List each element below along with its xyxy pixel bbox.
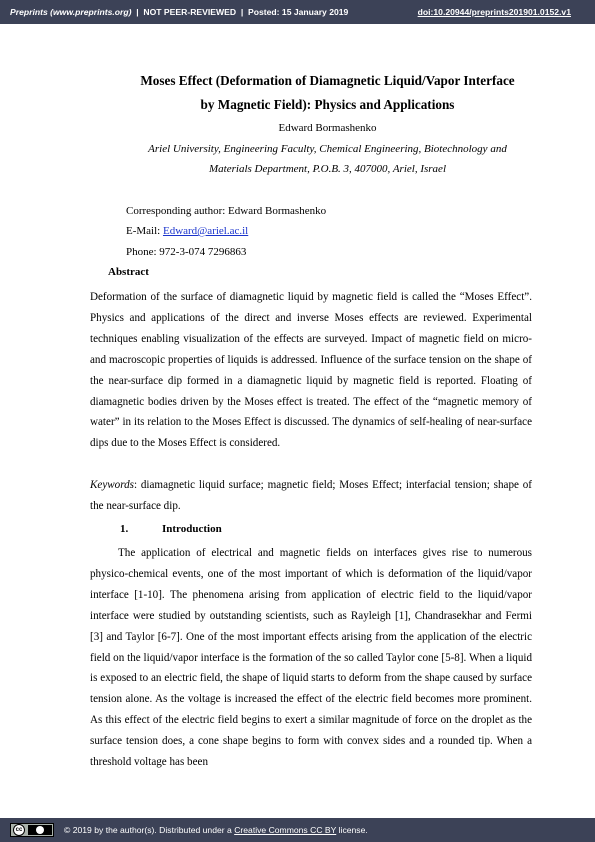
abstract-text: Deformation of the surface of diamagnetic liquid by magnetic field is called the “Moses Effect”. Physics and applications of the direct and inverse Moses effects are reviewed. Experimental techniques enabling visualization of the effects are surveyed. Impact of magnetic field on micro- and macroscopic properties of liquids is addressed. Influence of the surface tension on the shape of the near-surface dip formed in a diamagnetic liquid by magnetic field is reported. Floating of diamagnetic bodies driven by the Moses effect is treated. The effect of the “magnetic memory of water” in its relation to the Moses Effect is discussed. The dynamics of self-healing of near-surface dips due to the Moses Effect is considered. [90, 291, 532, 450]
cc-icon: cc [13, 824, 25, 836]
paper-title-line-1: Moses Effect (Deformation of Diamagnetic Liquid/Vapor Interface [140, 73, 515, 88]
abstract-heading: Abstract [108, 266, 149, 278]
license-link[interactable]: Creative Commons CC BY [234, 825, 337, 835]
license-end: license. [336, 825, 368, 835]
preprints-link[interactable]: Preprints (www.preprints.org) [10, 7, 132, 17]
email-line [126, 225, 248, 237]
cc-by-badge-icon[interactable] [10, 823, 54, 837]
section-title: Introduction [162, 523, 222, 535]
affiliation-line-2: Materials Department, P.O.B. 3, 407000, Ariel, Israel [209, 163, 446, 175]
corresponding-author: Corresponding author: Edward Bormashenko [126, 205, 327, 217]
paper-title-line-2: by Magnetic Field): Physics and Applications [200, 97, 455, 112]
by-icon [28, 825, 52, 835]
keywords-paragraph [90, 475, 532, 517]
keywords-label: Keywords [90, 479, 134, 491]
preprint-header-bar [0, 0, 595, 24]
doi-link[interactable]: doi:10.20944/preprints201901.0152.v1 [417, 7, 571, 17]
header-left [10, 7, 348, 17]
email-label: E-Mail: [126, 225, 163, 237]
introduction-text: The application of electrical and magnetic fields on interfaces gives rise to numerous physico-chemical events, one of the most important of which is deformation of the liquid/vapor interface [1-10]. The phenomena arising from application of electric field to the liquid/vapor interface were studied by outstanding scientists, such as Rayleigh [1], Chandrasekhar and Fermi [3] and Taylor [6-7]. One of the most important effects arising from the application of the electric field on the liquid/vapor interface is the formation of the so called Taylor cone [5-8]. When a liquid is exposed to an electric field, the shape of liquid starts to deform from the shape caused by surface tension alone. As the voltage is increased the effect of the electric field becomes more prominent. As this effect of the electric field begins to exert a similar magnitude of force on the droplet as the surface tension does, a cone shape begins to form with convex sides and a rounded tip. When a threshold voltage has been [90, 547, 532, 769]
section-number: 1. [120, 523, 129, 535]
header-separator: | [136, 7, 139, 17]
license-footer-bar [0, 818, 595, 842]
header-separator: | [240, 7, 244, 17]
phone-line: Phone: 972-3-074 7296863 [126, 246, 247, 258]
copyright-text: © 2019 by the author(s). Distributed under a [64, 825, 235, 835]
keywords-text: : diamagnetic liquid surface; magnetic field; Moses Effect; interfacial tension; shape of the near-surface dip. [90, 479, 532, 512]
posted-date: Posted: 15 January 2019 [248, 7, 349, 17]
affiliation-line-1: Ariel University, Engineering Faculty, Chemical Engineering, Biotechnology and [148, 143, 507, 155]
review-status: NOT PEER-REVIEWED [143, 7, 237, 17]
license-text [64, 825, 368, 835]
email-link[interactable]: Edward@ariel.ac.il [162, 225, 249, 237]
author-name: Edward Bormashenko [278, 122, 377, 134]
